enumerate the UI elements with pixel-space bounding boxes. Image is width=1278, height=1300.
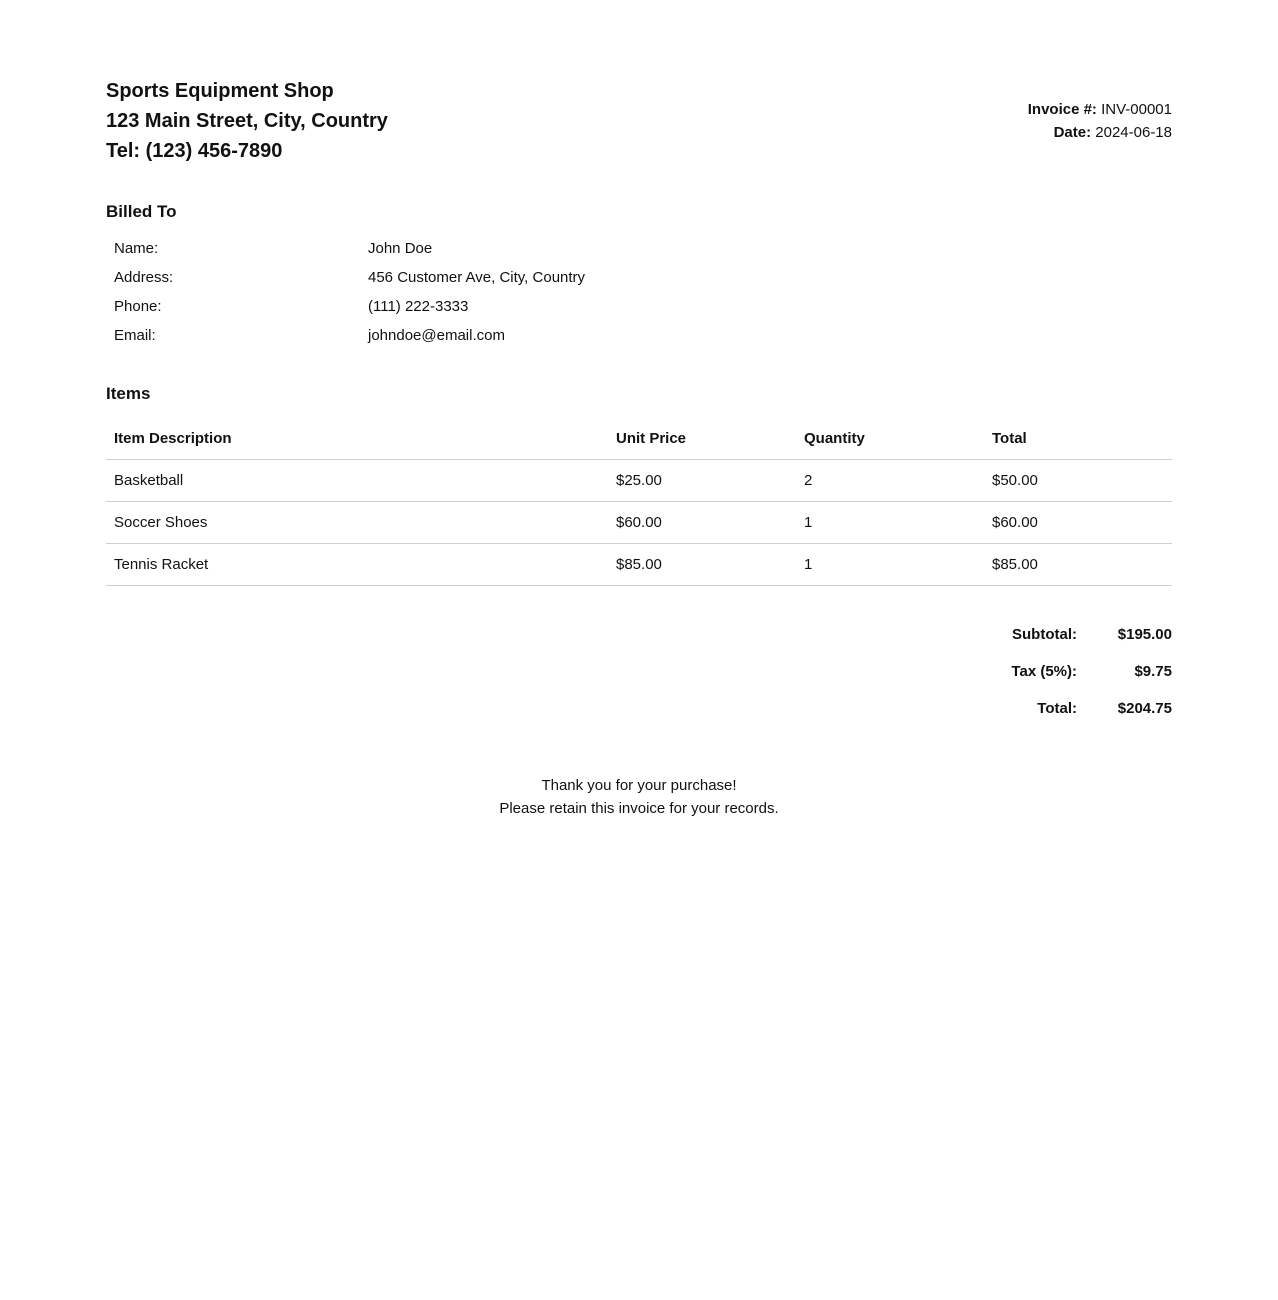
billed-row-name bbox=[106, 234, 1172, 263]
billed-to-section bbox=[106, 200, 1172, 350]
billed-row-email bbox=[106, 321, 1172, 350]
item-description: Tennis Racket bbox=[106, 544, 608, 586]
invoice-number bbox=[1028, 98, 1172, 121]
tax-row bbox=[912, 653, 1172, 690]
item-quantity: 1 bbox=[796, 502, 984, 544]
table-row bbox=[106, 460, 1172, 502]
billed-to-details bbox=[106, 234, 1172, 350]
invoice-number-value: INV-00001 bbox=[1101, 101, 1172, 118]
item-unit-price: $25.00 bbox=[608, 460, 796, 502]
header-item-description: Item Description bbox=[106, 418, 608, 460]
billed-label: Phone: bbox=[114, 298, 162, 315]
item-quantity: 1 bbox=[796, 544, 984, 586]
invoice-date bbox=[1028, 121, 1172, 144]
invoice-header bbox=[106, 76, 1172, 176]
item-description: Soccer Shoes bbox=[106, 502, 608, 544]
billed-label: Address: bbox=[114, 269, 174, 286]
invoice-footer bbox=[106, 774, 1172, 820]
shop-info bbox=[106, 76, 388, 166]
tax-value: $9.75 bbox=[1134, 663, 1172, 680]
shop-name: Sports Equipment Shop bbox=[106, 80, 334, 102]
table-header-row bbox=[106, 418, 1172, 460]
item-description: Basketball bbox=[106, 460, 608, 502]
billed-to-title: Billed To bbox=[106, 202, 177, 221]
subtotal-value: $195.00 bbox=[1117, 626, 1172, 643]
subtotal-label: Subtotal: bbox=[1012, 626, 1077, 643]
items-table bbox=[106, 418, 1172, 586]
items-section bbox=[106, 382, 1172, 586]
billed-row-address bbox=[106, 263, 1172, 292]
header-unit-price: Unit Price bbox=[608, 418, 796, 460]
billed-value: 456 Customer Ave, City, Country bbox=[368, 269, 586, 286]
thank-you-message: Thank you for your purchase! bbox=[541, 777, 737, 794]
invoice-meta bbox=[1028, 98, 1172, 144]
invoice-date-label: Date: bbox=[1053, 124, 1092, 141]
billed-value: (111) 222-3333 bbox=[368, 298, 469, 315]
invoice-document bbox=[106, 76, 1172, 817]
billed-label: Email: bbox=[114, 327, 156, 344]
shop-phone: Tel: (123) 456-7890 bbox=[106, 140, 283, 162]
item-quantity: 2 bbox=[796, 460, 984, 502]
header-quantity: Quantity bbox=[796, 418, 984, 460]
retain-note: Please retain this invoice for your records. bbox=[499, 800, 779, 817]
table-row bbox=[106, 544, 1172, 586]
item-total: $85.00 bbox=[984, 544, 1172, 586]
table-row bbox=[106, 502, 1172, 544]
shop-address: 123 Main Street, City, Country bbox=[106, 110, 388, 132]
items-title: Items bbox=[106, 384, 151, 403]
tax-label: Tax (5%): bbox=[1011, 663, 1077, 680]
invoice-date-value: 2024-06-18 bbox=[1095, 124, 1172, 141]
totals-summary bbox=[912, 616, 1172, 727]
grand-total-label: Total: bbox=[1037, 700, 1077, 717]
item-total: $50.00 bbox=[984, 460, 1172, 502]
subtotal-row bbox=[912, 616, 1172, 653]
item-total: $60.00 bbox=[984, 502, 1172, 544]
grand-total-row bbox=[912, 690, 1172, 727]
header-total: Total bbox=[984, 418, 1172, 460]
billed-value: John Doe bbox=[368, 240, 433, 257]
grand-total-value: $204.75 bbox=[1117, 700, 1172, 717]
billed-row-phone bbox=[106, 292, 1172, 321]
billed-value: johndoe@email.com bbox=[368, 327, 505, 344]
item-unit-price: $60.00 bbox=[608, 502, 796, 544]
invoice-number-label: Invoice #: bbox=[1027, 101, 1097, 118]
billed-label: Name: bbox=[114, 240, 159, 257]
item-unit-price: $85.00 bbox=[608, 544, 796, 586]
